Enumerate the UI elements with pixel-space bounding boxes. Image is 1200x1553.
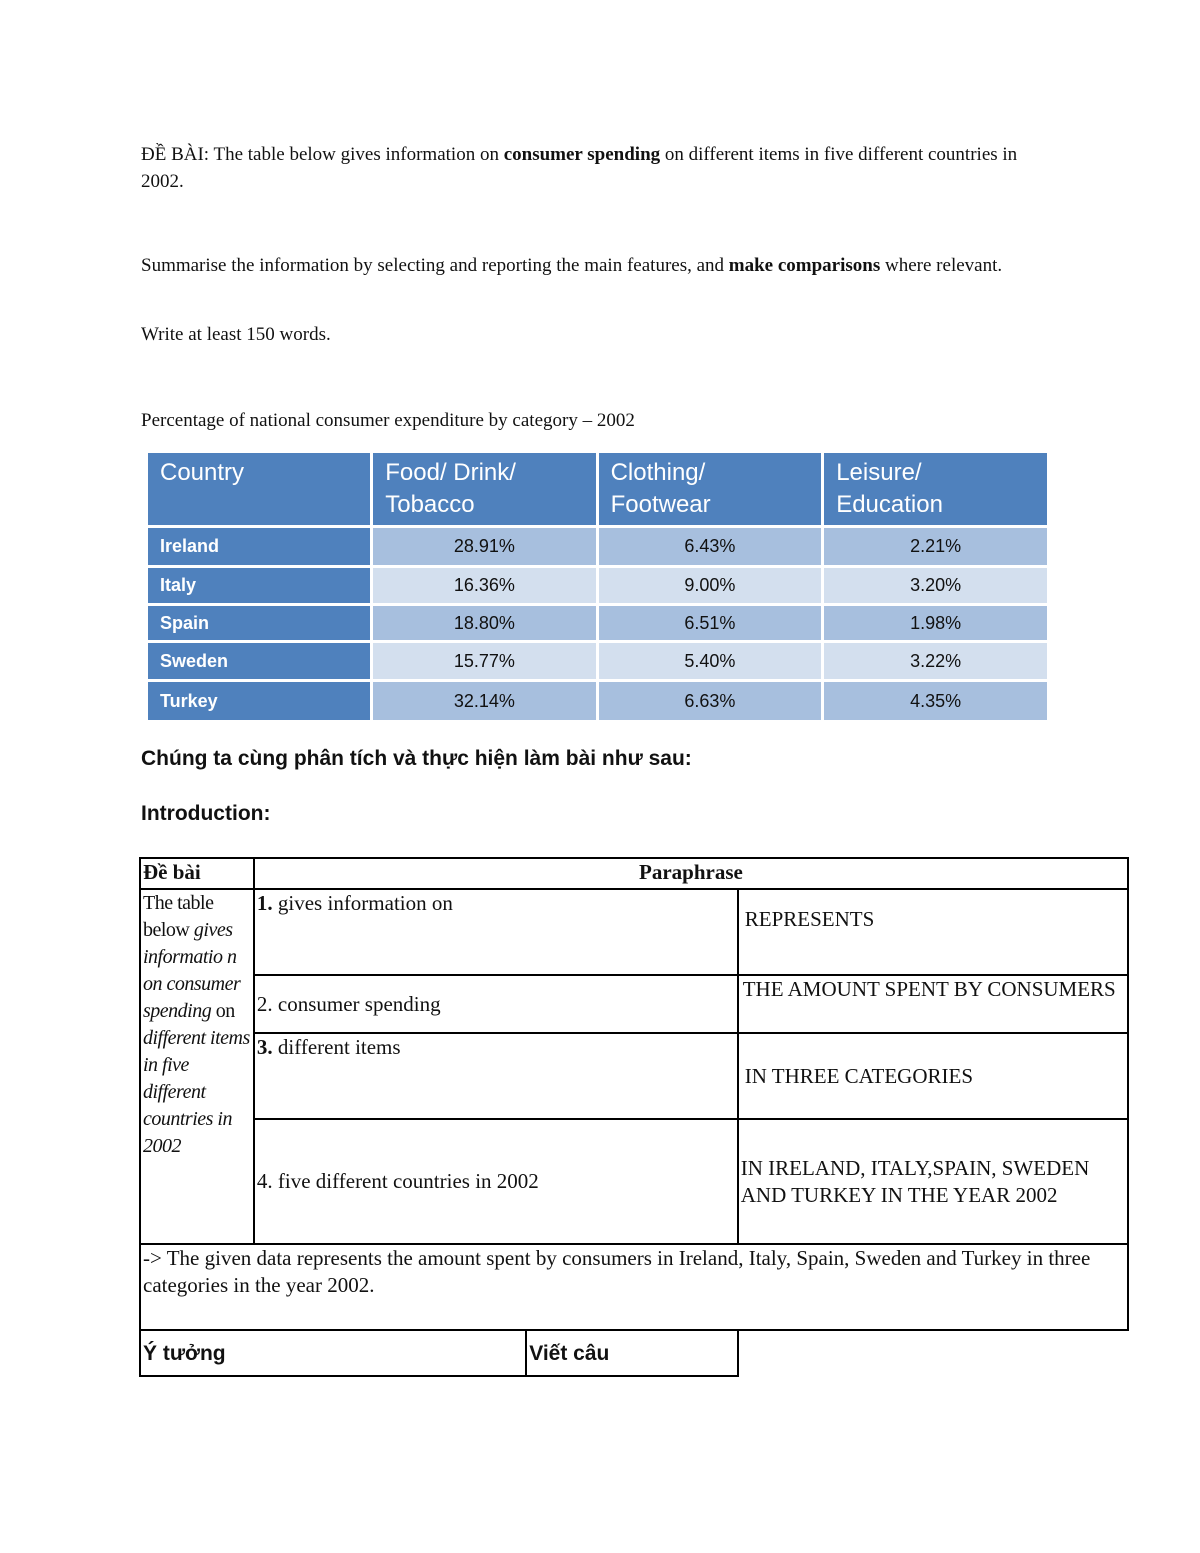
value-cell: 32.14%: [373, 682, 595, 720]
emphasis-consumer-spending: consumer spending: [503, 144, 661, 165]
expenditure-table: [145, 450, 1050, 723]
paraphrase-cell: THE AMOUNT SPENT BY CONSUMERS: [738, 975, 1128, 1033]
paraphrase-cell: IN THREE CATEGORIES: [738, 1033, 1128, 1119]
value-cell: 16.36%: [373, 568, 595, 603]
task-instruction: Summarise the information by selecting and reporting the main features, and make comparisons where relevant.: [141, 255, 1003, 276]
phrase-cell: 1. gives information on: [254, 889, 738, 975]
value-cell: 3.22%: [824, 643, 1047, 679]
value-cell: 4.35%: [824, 682, 1047, 720]
value-cell: 1.98%: [824, 606, 1047, 640]
value-cell: 9.00%: [599, 568, 822, 603]
paraphrase-table: [139, 857, 1129, 1377]
header-food-drink-tobacco: Food/ Drink/ Tobacco: [373, 453, 595, 525]
phrase-cell: 3. different items: [254, 1033, 738, 1119]
analysis-heading: Chúng ta cùng phân tích và thực hiện làm bài như sau:: [141, 747, 692, 770]
source-sentence: The table below gives informatio n on consumer spending on different items in five different countries in 2002: [140, 889, 254, 1244]
empty-cell: [738, 1330, 1128, 1376]
result-sentence: -> The given data represents the amount spent by consumers in Ireland, Italy, Spain, Sweden and Turkey in three categories in the year 2002.: [140, 1244, 1128, 1330]
paraphrase-row: [140, 1033, 1128, 1119]
header-clothing-footwear: Clothing/ Footwear: [599, 453, 822, 525]
table-title: Percentage of national consumer expenditure by category – 2002: [141, 410, 635, 431]
table-row: [148, 606, 1047, 640]
value-cell: 6.63%: [599, 682, 822, 720]
paraphrase-row: [140, 975, 1128, 1033]
paraphrase-row: [140, 1119, 1128, 1244]
value-cell: 6.43%: [599, 528, 822, 565]
value-cell: 2.21%: [824, 528, 1047, 565]
country-cell: Sweden: [148, 643, 370, 679]
table-row: [148, 643, 1047, 679]
country-cell: Ireland: [148, 528, 370, 565]
value-cell: 5.40%: [599, 643, 822, 679]
value-cell: 18.80%: [373, 606, 595, 640]
task-prompt: ĐỀ BÀI: The table below gives information on consumer spending on different items in five different countries in 2002.: [141, 144, 1018, 192]
paraphrase-header-row: [140, 858, 1128, 889]
paraphrase-row: [140, 889, 1128, 975]
table-row: [148, 528, 1047, 565]
value-cell: 6.51%: [599, 606, 822, 640]
word-count-note: Write at least 150 words.: [141, 324, 331, 345]
header-country: Country: [148, 453, 370, 525]
country-cell: Turkey: [148, 682, 370, 720]
idea-label: Ý tưởng: [140, 1330, 526, 1376]
country-cell: Spain: [148, 606, 370, 640]
phrase-cell: 4. five different countries in 2002: [254, 1119, 738, 1244]
header-leisure-education: Leisure/ Education: [824, 453, 1047, 525]
value-cell: 3.20%: [824, 568, 1047, 603]
paraphrase-cell: REPRESENTS: [738, 889, 1128, 975]
emphasis-make-comparisons: make comparisons: [728, 255, 881, 276]
col-header-paraphrase: Paraphrase: [254, 858, 1128, 889]
phrase-cell: 2. consumer spending: [254, 975, 738, 1033]
col-header-de-bai: Đề bài: [140, 858, 254, 889]
table-row: [148, 682, 1047, 720]
value-cell: 15.77%: [373, 643, 595, 679]
country-cell: Italy: [148, 568, 370, 603]
table-header-row: [148, 453, 1047, 525]
result-row: [140, 1244, 1128, 1330]
value-cell: 28.91%: [373, 528, 595, 565]
paraphrase-cell: IN IRELAND, ITALY,SPAIN, SWEDEN AND TURKEY IN THE YEAR 2002: [738, 1119, 1128, 1244]
table-row: [148, 568, 1047, 603]
task-label: ĐỀ BÀI:: [141, 144, 210, 165]
introduction-heading: Introduction:: [141, 802, 271, 825]
idea-row: [140, 1330, 1128, 1376]
write-label: Viết câu: [526, 1330, 738, 1376]
